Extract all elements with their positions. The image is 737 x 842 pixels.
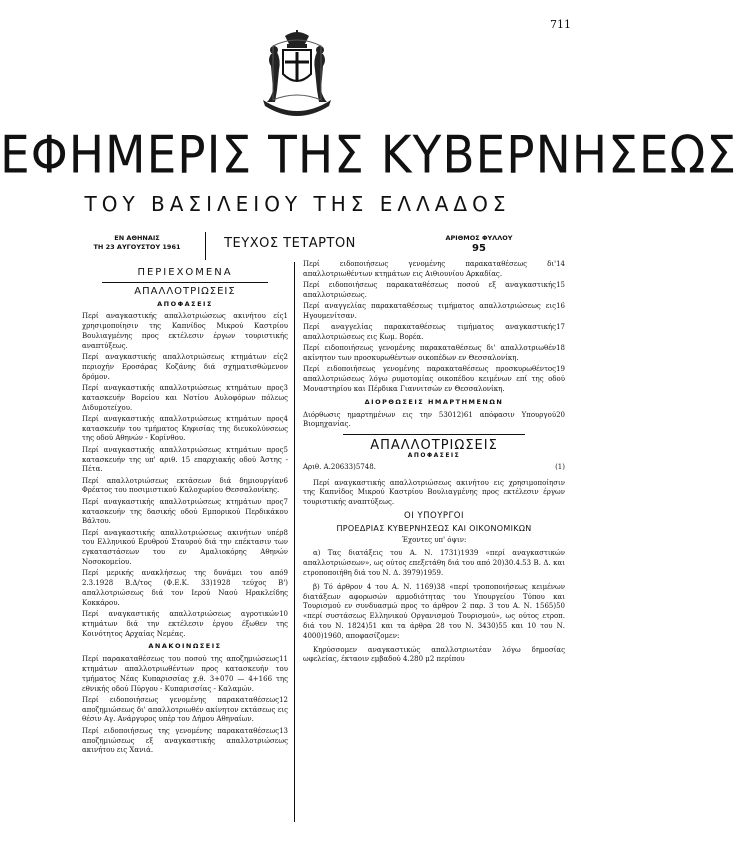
toc-entry-text: Περί ειδοποιήσεως γενομένης παρακαταθέσεως δι' απαλλοτριωθέν ακίνητον των προσκυρωθέντων οικοπέδων εν Θεσσαλονίκη. <box>303 344 557 363</box>
masthead-title: ΕΦΗΜΕΡΙΣ ΤΗΣ ΚΥΒΕΡΝΗΣΕΩΣ <box>0 125 737 186</box>
toc-subsection-heading: ΔΙΟΡΘΩΣΕΙΣ ΗΜΑΡΤΗΜΕΝΩΝ <box>364 397 504 406</box>
issue-sheet <box>424 234 534 254</box>
page-number: 711 <box>550 18 571 31</box>
toc-column <box>82 268 288 758</box>
masthead-subtitle: ΤΟΥ ΒΑΣΙΛΕΙΟΥ ΤΗΣ ΕΛΛΑΔΟΣ <box>84 192 511 216</box>
toc-section-heading: ΑΠΑΛΛΟΤΡΙΩΣΕΙΣ <box>134 285 236 297</box>
toc-entry <box>82 529 288 568</box>
toc-entry-text: Περί παρακαταθέσεως του ποσού της αποζημιώσεως κτημάτων απαλλοτριωθέντων προς κατασκευήν του τμήματος Νέας Κυπαρισσίας χ.θ. 3+070 — 4+166 της εθνικής οδού Πύργου - Κυπαρισσίας - Καλαμών. <box>82 655 288 693</box>
toc-entry-page: 16 <box>556 302 565 311</box>
toc-entry <box>82 727 288 756</box>
decision-index: (1) <box>555 462 565 471</box>
toc-entry-page: 12 <box>279 695 288 704</box>
issue-date: ΤΗ 23 ΑΥΓΟΥΣΤΟΥ 1961 <box>93 243 181 251</box>
toc-heading: ΠΕΡΙΕΧΟΜΕΝΑ <box>137 267 233 278</box>
toc-rule <box>102 282 268 283</box>
toc-entry-text: Περί αναγκαστικής απαλλοτριώσεως κτημάτων προς κατασκευήν της δασικής οδού Εμπορικού Περδικάκου Βάλτου. <box>82 497 288 526</box>
toc-entry-page: 9 <box>283 569 288 578</box>
toc-subsection-heading: ΑΠΟΦΑΣΕΙΣ <box>157 299 213 308</box>
toc-entry-page: 11 <box>279 655 288 664</box>
decision-title: Περί αναγκαστικής απαλλοτριώσεως ακινήτου εις χρησιμοποίησιν της Καπνίδος Μικρού Καστρίου Βουλιαγμένης προς εκτέλεσιν έργων τουριστικής αναπτύξεως. <box>303 478 565 507</box>
issue-series: ΤΕΥΧΟΣ ΤΕΤΑΡΤΟΝ <box>224 236 356 251</box>
toc-entry-text: Περί αναγκαστικής απαλλοτριώσεως ακινήτου είς χρησιμοποίησιν της Καπνίδος Μικρού Καστρίου Βουλιαγμένης προς εκτέλεσιν έργων τουριστικής αναπτύξεως. <box>82 312 288 350</box>
toc-entry-text: Περί ειδοποιήσεως παρακαταθέσεως ποσού εξ αναγκαστικής απαλλοτριώσεως. <box>303 281 557 299</box>
sheet-label: ΑΡΙΘΜΟΣ ΦΥΛΛΟΥ <box>445 234 513 242</box>
toc-entry-text: Περί ειδοποιήσεως γενομένης παρακαταθέσεως αποζημιώσεως δι' απαλλοτριωθέν ακίνητον εκτάσεως εις θέσιν Αγ. Ανάργυρος υπέρ του Δήμου Αθηναίων. <box>82 695 288 724</box>
toc-entry <box>82 353 288 382</box>
toc-entry-text: Περί ειδοποιήσεως γενομένης παρακαταθέσεως προσκυρωθέντος απαλλοτριώσεως λόγω ρυμοτομίας οικοπέδου κειμένων επί της οδού Μοναστηρίου και Πέρδικα Γιαννιτσών εν Θεσσαλονίκη. <box>303 365 565 394</box>
toc-entry-page: 3 <box>283 383 288 392</box>
toc-entry-page: 13 <box>279 726 288 735</box>
having-line: Έχοντες υπ' όψιν: <box>401 535 467 544</box>
toc-entry-page: 10 <box>279 610 288 618</box>
toc-list-announcements-continued <box>303 260 565 395</box>
toc-entry <box>303 365 565 394</box>
toc-entry-page: 19 <box>556 365 565 374</box>
toc-entry <box>82 610 288 639</box>
issue-place: ΕΝ ΑΘΗΝΑΙΣ <box>114 234 160 242</box>
toc-entry <box>303 323 565 343</box>
toc-entry-text: Περί αναγγελίας παρακαταθέσεως τιμήματος αναγκαστικής απαλλοτριώσεως εις Κωμ. Βορέα. <box>303 323 557 342</box>
toc-entry-text: Περί αναγγελίας παρακαταθέσεως τιμήματος απαλλοτριώσεως εις Ηγουμενίτσαν. <box>303 302 557 320</box>
toc-entry <box>82 415 288 444</box>
toc-entry-text: Διόρθωσις ημαρτημένων εις την 53012)61 απόφασιν Υπουργού Βιομηχανίας. <box>303 410 557 429</box>
toc-entry <box>82 384 288 413</box>
section-heading: ΑΠΑΛΛΟΤΡΙΩΣΕΙΣ <box>370 438 498 454</box>
toc-entry <box>82 446 288 475</box>
toc-entry-page: 14 <box>556 260 565 268</box>
toc-entry-page: 4 <box>283 414 288 423</box>
ministries-heading: ΠΡΟΕΔΡΙΑΣ ΚΥΒΕΡΝΗΣΕΩΣ ΚΑΙ ΟΙΚΟΝΟΜΙΚΩΝ <box>336 523 532 533</box>
toc-entry-page: 18 <box>556 344 565 353</box>
toc-entry-text: Περί ειδοποιήσεως γενομένης παρακαταθέσεως δι' απαλλοτριωθέντων κτημάτων εις Αιθιουνίου Αρκαδίας. <box>303 260 557 278</box>
toc-entry-page: 8 <box>283 528 288 537</box>
toc-entry-text: Περί αναγκαστικής απαλλοτριώσεως κτημάτων προς κατασκευήν του τμήματος Κηφισίας της διευκολύνσεως της οδού Αθηνών - Κορίνθου. <box>82 414 288 443</box>
sheet-number: 95 <box>472 243 486 254</box>
toc-entry <box>303 344 565 364</box>
toc-entry <box>82 655 288 694</box>
toc-entry <box>303 281 565 301</box>
decision-number-line <box>303 463 565 473</box>
section-rule <box>343 434 525 435</box>
toc-entry-page: 7 <box>283 497 288 506</box>
coat-of-arms-emblem <box>243 30 351 120</box>
toc-entry <box>303 260 565 280</box>
toc-entry-text: Περί αναγκαστικής απαλλοτριώσεως ακινήτων υπέρ του Ελληνικού Ερυθρού Σταυρού διά την επέκτασιν των εγκαταστάσεων του εν Αμαλιοκόρης Αθηνών Νοσοκομείου. <box>82 528 288 567</box>
toc-entry <box>82 477 288 497</box>
main-column <box>303 260 565 669</box>
decision-number: Αριθ. Α.20633)5748. <box>303 462 376 471</box>
toc-entry <box>303 302 565 322</box>
header-divider <box>205 232 206 260</box>
toc-entry-page: 20 <box>556 410 565 419</box>
paragraph-b: β) Τό άρθρον 4 του Α. Ν. 1169)38 «περί τροποποιήσεως κειμένων διατάξεων αφορωσών αρμοδιότητας του Υπουργείου Τύπου και Τουρισμού εν συνδυασμώ προς το άρθρον 2 παρ. 3 του Α. Ν. 1565)50 «περί συστάσεως Ελληνικού Οργανισμού Τουρισμού», ως ούτος ετροπ. διά του Ν. 1824)51 και τα άρθρα 28 του Ν. 3430)55 και 10 του Ν. 4000)1960, αποφασίζομεν: <box>303 582 565 640</box>
toc-entry <box>82 569 288 608</box>
toc-list-decisions <box>82 312 288 639</box>
toc-entry-page: 15 <box>556 281 565 290</box>
toc-entry <box>303 411 565 431</box>
toc-entry-text: Περί αναγκαστικής απαλλοτριώσεως κτημάτων προς κατασκευήν Βορείου και Νοτίου Αυλοφόρων πόλεως Διδυμοτείχου. <box>82 383 288 412</box>
ministers-heading: ΟΙ ΥΠΟΥΡΓΟΙ <box>404 511 464 522</box>
toc-entry-page: 1 <box>283 312 288 321</box>
toc-entry-page: 5 <box>283 445 288 454</box>
paragraph-c: Κηρύσσομεν αναγκαστικώς απαλλοτριωτέαν λόγω δημοσίας ωφελείας, έκταοιν εμβαδού 4.280 μ2 περίπου <box>303 645 565 664</box>
toc-subsection-heading: ΑΝΑΚΟΙΝΩΣΕΙΣ <box>148 642 222 651</box>
column-divider <box>294 262 295 822</box>
toc-entry <box>82 312 288 351</box>
toc-entry-text: Περί ειδοποιήσεως της γενομένης παρακαταθέσεως αποζημιώσεως εξ αναγκαστικής απαλλοτριώσεως ακινήτου εις Χανιά. <box>82 726 288 755</box>
toc-list-corrections <box>303 411 565 431</box>
toc-entry-text: Περί αναγκαστικής απαλλοτριώσεως κτημάτων είς περιοχήν Εροσάρας Κοζάνης διά σχηματισθώμενον δρόμον. <box>82 353 288 381</box>
toc-entry-page: 17 <box>556 323 565 332</box>
toc-entry-page: 6 <box>283 476 288 485</box>
toc-entry-text: Περί απαλλοτριώσεως εκτάσεων διά δημιουργίαν Φρέατος του ποσιμιστικού Καλοχωρίου Θεσσαλονίκης. <box>82 476 284 495</box>
paragraph-a: α) Τας διατάξεις του Α. Ν. 1731)1939 «περί αναγκαστικών απαλλοτριώσεων», ως ούτος επεξετάθη διά του από 20)30.4.53 Β. Δ. και ετροποποιήθη διά του Ν. Δ. 3979)1959. <box>303 549 565 578</box>
toc-entry <box>82 498 288 527</box>
toc-list-announcements <box>82 655 288 756</box>
issue-place-date <box>78 234 196 252</box>
toc-entry-text: Περί αναγκαστικής απαλλοτριώσεως αγροτικών κτημάτων διά την εκτέλεσιν έργου έξωθεν της Κοινότητος Αρχαίας Νεμέας. <box>82 610 288 638</box>
toc-entry <box>82 696 288 725</box>
toc-entry-page: 2 <box>283 353 288 362</box>
toc-entry-text: Περί αναγκαστικής απαλλοτριώσεως κτημάτων προς κατασκευήν της υπ' αριθ. 15 επαρχιακής οδού Άστης - Πέτα. <box>82 445 288 474</box>
toc-entry-text: Περί μερικής ανακλήσεως της δυνάμει του από 2.3.1928 Β.Δ/τος (Φ.Ε.Κ. 33)1928 τεύχος Β') απαλλοτριώσεως διά τον Ιερού Ναού Ηρακλείδης Κοκκάρου. <box>82 569 288 607</box>
section-subheading: ΑΠΟΦΑΣΕΙΣ <box>407 452 461 460</box>
